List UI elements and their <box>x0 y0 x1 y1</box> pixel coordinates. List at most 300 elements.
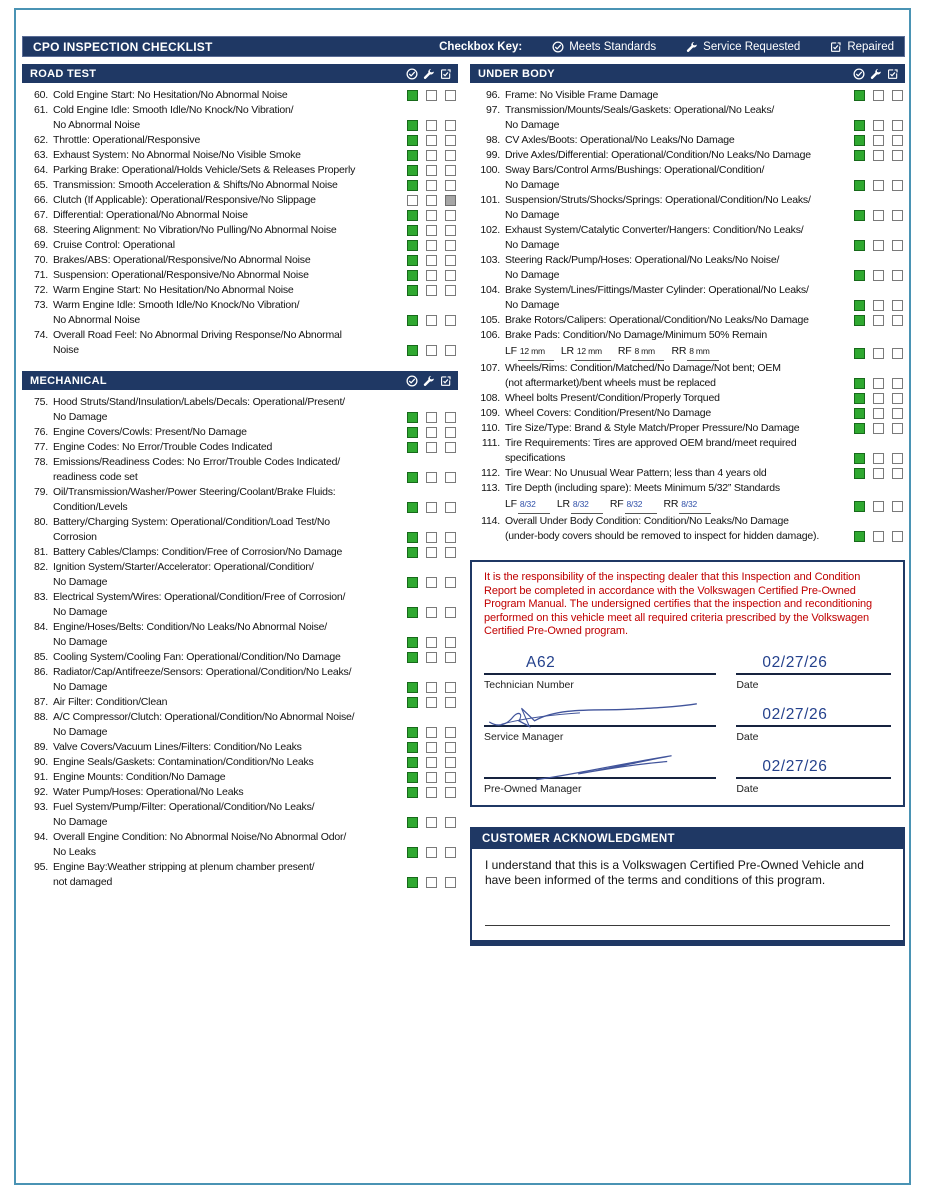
checkbox-meets-standards[interactable] <box>407 697 418 708</box>
item-number: 70. <box>34 254 48 266</box>
section-under-body <box>470 64 905 544</box>
checkbox-meets-standards[interactable] <box>854 348 865 359</box>
checklist-item-102 <box>470 223 905 253</box>
checkbox-service-requested[interactable] <box>426 225 437 236</box>
checkbox-meets-standards[interactable] <box>407 682 418 693</box>
checklist-item-97 <box>470 103 905 133</box>
checkbox-service-requested[interactable] <box>873 423 884 434</box>
checklist-item-104 <box>470 283 905 313</box>
checkbox-repaired[interactable] <box>892 240 903 251</box>
item-number: 62. <box>34 134 48 146</box>
checkbox-meets-standards[interactable] <box>407 210 418 221</box>
checkbox-meets-standards[interactable] <box>407 285 418 296</box>
checkbox-service-requested[interactable] <box>426 652 437 663</box>
measurement-label-RR: RR <box>671 345 687 357</box>
checkbox-service-requested[interactable] <box>426 315 437 326</box>
measurement-value-RR[interactable]: 8/32 <box>679 497 711 514</box>
checkbox-service-requested[interactable] <box>873 348 884 359</box>
checkbox-repaired[interactable] <box>892 468 903 479</box>
measurement-label-LF: LF <box>505 345 517 357</box>
checkbox-repaired[interactable] <box>445 742 456 753</box>
checkbox-repaired[interactable] <box>892 393 903 404</box>
item-text: Electrical System/Wires: Operational/Condition/Free of Corrosion/ No Damage <box>53 591 346 618</box>
left-column <box>22 64 458 890</box>
item-checkboxes <box>854 315 903 326</box>
checklist-item-99 <box>470 148 905 163</box>
checkbox-repaired[interactable] <box>892 348 903 359</box>
checkbox-repaired[interactable] <box>445 285 456 296</box>
checkbox-service-requested[interactable] <box>873 408 884 419</box>
checkbox-meets-standards[interactable] <box>407 427 418 438</box>
checkbox-repaired[interactable] <box>445 577 456 588</box>
item-checkboxes <box>854 300 903 311</box>
checkbox-meets-standards[interactable] <box>407 472 418 483</box>
checklist-item-98 <box>470 133 905 148</box>
checklist-item-105 <box>470 313 905 328</box>
checkbox-meets-standards[interactable] <box>854 240 865 251</box>
item-checkboxes <box>407 135 456 146</box>
checkbox-service-requested[interactable] <box>426 442 437 453</box>
measurement-value-RF[interactable]: 8 mm <box>632 344 664 361</box>
checkbox-repaired[interactable] <box>892 300 903 311</box>
checkbox-meets-standards[interactable] <box>407 817 418 828</box>
checkbox-service-requested[interactable] <box>426 180 437 191</box>
checkbox-repaired[interactable] <box>445 502 456 513</box>
legend-label: Meets Standards <box>569 40 657 53</box>
item-checkboxes <box>854 423 903 434</box>
checkbox-service-requested[interactable] <box>426 547 437 558</box>
checkbox-repaired[interactable] <box>445 772 456 783</box>
checkbox-meets-standards[interactable] <box>854 180 865 191</box>
item-number: 87. <box>34 696 48 708</box>
checkbox-repaired[interactable] <box>445 757 456 768</box>
checkbox-meets-standards[interactable] <box>854 468 865 479</box>
item-checkboxes <box>407 817 456 828</box>
checkbox-repaired[interactable] <box>445 90 456 101</box>
checkbox-meets-standards[interactable] <box>407 772 418 783</box>
checkbox-meets-standards[interactable] <box>854 135 865 146</box>
checkbox-meets-standards[interactable] <box>407 315 418 326</box>
checkbox-repaired[interactable] <box>445 472 456 483</box>
checkbox-meets-standards[interactable] <box>407 442 418 453</box>
item-text: Tire Wear: No Unusual Wear Pattern; less than 4 years old <box>505 467 767 479</box>
item-number: 71. <box>34 269 48 281</box>
item-checkboxes <box>407 150 456 161</box>
checkbox-repaired[interactable] <box>892 453 903 464</box>
checkbox-meets-standards[interactable] <box>854 315 865 326</box>
checkbox-service-requested[interactable] <box>426 472 437 483</box>
item-text: Emissions/Readiness Codes: No Error/Trouble Codes Indicated/ readiness code set <box>53 456 340 483</box>
checkbox-meets-standards[interactable] <box>854 408 865 419</box>
checkbox-meets-standards[interactable] <box>407 240 418 251</box>
measurement-value-LR[interactable]: 12 mm <box>575 344 611 361</box>
checkbox-meets-standards[interactable] <box>407 345 418 356</box>
checkbox-service-requested[interactable] <box>426 697 437 708</box>
item-text: Clutch (If Applicable): Operational/Responsive/No Slippage <box>53 194 316 206</box>
checkbox-repaired[interactable] <box>892 90 903 101</box>
item-text: Frame: No Visible Frame Damage <box>505 89 659 101</box>
certification-disclaimer: It is the responsibility of the inspecting dealer that this Inspection and Condition Report be completed in accordance with the Volkswagen Certified Pre-Owned Program Manual. The undersigned certifies that the inspection and reconditioning performed on this vehicle meet all required criteria prescribed by the Volkswagen Certified Pre-Owned program. <box>484 571 873 637</box>
checkbox-service-requested[interactable] <box>873 315 884 326</box>
item-checkboxes <box>407 442 456 453</box>
item-number: 80. <box>34 516 48 528</box>
item-number: 108. <box>480 392 500 404</box>
checkbox-meets-standards[interactable] <box>854 90 865 101</box>
checkbox-meets-standards[interactable] <box>407 607 418 618</box>
checkbox-repaired[interactable] <box>892 180 903 191</box>
checkbox-repaired[interactable] <box>445 877 456 888</box>
checkbox-repaired[interactable] <box>445 697 456 708</box>
checkbox-meets-standards[interactable] <box>407 652 418 663</box>
checkbox-meets-standards[interactable] <box>854 531 865 542</box>
item-number: 64. <box>34 164 48 176</box>
item-number: 107. <box>480 362 500 374</box>
item-checkboxes <box>407 877 456 888</box>
checklist-item-62 <box>22 133 458 148</box>
item-checkboxes <box>407 240 456 251</box>
item-number: 60. <box>34 89 48 101</box>
pre-owned-manager-signature-field[interactable] <box>484 756 716 779</box>
item-checkboxes <box>854 180 903 191</box>
checkbox-service-requested[interactable] <box>873 150 884 161</box>
item-text: Suspension/Struts/Shocks/Springs: Operational/Condition/No Leaks/ No Damage <box>505 194 811 221</box>
item-number: 75. <box>34 396 48 408</box>
checkbox-service-requested[interactable] <box>426 817 437 828</box>
checkbox-service-requested[interactable] <box>873 501 884 512</box>
item-text: Wheel bolts Present/Condition/Properly Torqued <box>505 392 720 404</box>
checkbox-meets-standards[interactable] <box>854 300 865 311</box>
checkbox-repaired[interactable] <box>445 547 456 558</box>
item-text: Sway Bars/Control Arms/Bushings: Operational/Condition/ No Damage <box>505 164 765 191</box>
measurement-label-LF: LF <box>505 498 517 510</box>
checklist-item-70 <box>22 253 458 268</box>
checkbox-repaired[interactable] <box>445 225 456 236</box>
checkbox-service-requested[interactable] <box>873 240 884 251</box>
item-number: 106. <box>480 329 500 341</box>
service-manager-date-field[interactable] <box>736 704 891 727</box>
item-text: Overall Road Feel: No Abnormal Driving Response/No Abnormal Noise <box>53 329 342 356</box>
item-checkboxes <box>407 757 456 768</box>
checkbox-repaired[interactable] <box>445 652 456 663</box>
item-checkboxes <box>407 697 456 708</box>
checkbox-service-requested[interactable] <box>426 427 437 438</box>
item-number: 72. <box>34 284 48 296</box>
under-body-header <box>470 64 905 83</box>
checkbox-service-requested[interactable] <box>426 285 437 296</box>
checkbox-service-requested[interactable] <box>426 120 437 131</box>
checklist-item-82 <box>22 560 458 590</box>
checkbox-repaired[interactable] <box>445 165 456 176</box>
checkbox-repaired[interactable] <box>892 150 903 161</box>
checklist-item-114 <box>470 514 905 544</box>
item-number: 78. <box>34 456 48 468</box>
checkbox-service-requested[interactable] <box>426 150 437 161</box>
checkbox-repaired[interactable] <box>892 501 903 512</box>
checkbox-repaired[interactable] <box>892 531 903 542</box>
checkbox-meets-standards[interactable] <box>854 453 865 464</box>
checklist-item-89 <box>22 740 458 755</box>
checkbox-repaired[interactable] <box>445 787 456 798</box>
checkbox-repaired[interactable] <box>445 180 456 191</box>
item-text: Steering Alignment: No Vibration/No Pulling/No Abnormal Noise <box>53 224 337 236</box>
checkbox-service-requested[interactable] <box>873 300 884 311</box>
section-title: MECHANICAL <box>30 374 107 387</box>
item-number: 99. <box>486 149 500 161</box>
checkbox-service-requested[interactable] <box>426 90 437 101</box>
checkbox-service-requested[interactable] <box>426 877 437 888</box>
checkbox-service-requested[interactable] <box>426 255 437 266</box>
checkbox-repaired[interactable] <box>445 315 456 326</box>
checkbox-repaired[interactable] <box>445 607 456 618</box>
checkbox-service-requested[interactable] <box>873 180 884 191</box>
checklist-item-110 <box>470 421 905 436</box>
item-checkboxes <box>407 502 456 513</box>
checkbox-key-legend <box>552 41 894 53</box>
checkbox-repaired[interactable] <box>445 442 456 453</box>
item-number: 110. <box>481 422 500 434</box>
measurement-value-LR[interactable]: 8/32 <box>571 497 603 514</box>
checkbox-meets-standards[interactable] <box>407 255 418 266</box>
checkbox-meets-standards[interactable] <box>407 412 418 423</box>
checklist-item-91 <box>22 770 458 785</box>
checkbox-meets-standards[interactable] <box>854 120 865 131</box>
item-checkboxes <box>407 787 456 798</box>
item-checkboxes <box>407 427 456 438</box>
checkbox-service-requested[interactable] <box>426 577 437 588</box>
item-number: 100. <box>480 164 500 176</box>
item-number: 73. <box>34 299 48 311</box>
clipboard-check-icon <box>887 68 899 80</box>
item-text: Suspension: Operational/Responsive/No Abnormal Noise <box>53 269 309 281</box>
item-checkboxes <box>854 210 903 221</box>
checklist-item-81 <box>22 545 458 560</box>
measurement-value-LF[interactable]: 12 mm <box>518 344 554 361</box>
checkbox-meets-standards[interactable] <box>854 378 865 389</box>
checkbox-meets-standards[interactable] <box>854 150 865 161</box>
customer-acknowledgment-box <box>470 827 905 946</box>
checkbox-meets-standards[interactable] <box>407 547 418 558</box>
checkbox-repaired[interactable] <box>892 423 903 434</box>
item-checkboxes <box>854 531 903 542</box>
item-text: Cold Engine Start: No Hesitation/No Abnormal Noise <box>53 89 288 101</box>
checkbox-repaired[interactable] <box>445 637 456 648</box>
checkbox-meets-standards[interactable] <box>407 787 418 798</box>
item-number: 111. <box>481 437 500 449</box>
checklist-item-101 <box>470 193 905 223</box>
checkbox-meets-standards[interactable] <box>407 847 418 858</box>
checkbox-service-requested[interactable] <box>873 378 884 389</box>
checkbox-repaired[interactable] <box>445 270 456 281</box>
checklist-item-68 <box>22 223 458 238</box>
checkbox-repaired[interactable] <box>445 412 456 423</box>
item-text: Engine Covers/Cowls: Present/No Damage <box>53 426 247 438</box>
checkbox-key-label: Checkbox Key: <box>439 40 523 53</box>
checkbox-repaired[interactable] <box>892 135 903 146</box>
customer-signature-line[interactable] <box>485 925 890 926</box>
checkbox-service-requested[interactable] <box>873 90 884 101</box>
checkbox-service-requested[interactable] <box>426 412 437 423</box>
item-checkboxes <box>407 652 456 663</box>
checkbox-meets-standards[interactable] <box>407 135 418 146</box>
checkbox-service-requested[interactable] <box>426 772 437 783</box>
checkbox-service-requested[interactable] <box>426 195 437 206</box>
item-checkboxes <box>854 240 903 251</box>
item-number: 92. <box>34 786 48 798</box>
checkbox-repaired[interactable] <box>892 210 903 221</box>
checkbox-service-requested[interactable] <box>426 345 437 356</box>
checkbox-repaired[interactable] <box>445 240 456 251</box>
checkbox-repaired[interactable] <box>445 255 456 266</box>
checkbox-meets-standards[interactable] <box>407 195 418 206</box>
checkbox-meets-standards[interactable] <box>407 502 418 513</box>
item-text: Battery/Charging System: Operational/Condition/Load Test/No Corrosion <box>53 516 330 543</box>
checkbox-meets-standards[interactable] <box>407 225 418 236</box>
checkbox-service-requested[interactable] <box>426 502 437 513</box>
wrench-icon <box>870 68 882 80</box>
checkbox-service-requested[interactable] <box>426 240 437 251</box>
technician-date-label: Date <box>736 678 759 691</box>
checkbox-service-requested[interactable] <box>426 135 437 146</box>
item-text: Tire Requirements: Tires are approved OEM brand/meet required specifications <box>505 437 797 464</box>
checkbox-service-requested[interactable] <box>873 210 884 221</box>
checkbox-service-requested[interactable] <box>426 532 437 543</box>
checkbox-meets-standards[interactable] <box>407 532 418 543</box>
checkbox-meets-standards[interactable] <box>407 120 418 131</box>
checkbox-repaired[interactable] <box>445 135 456 146</box>
technician-number-field[interactable] <box>484 652 716 675</box>
checkbox-meets-standards[interactable] <box>407 727 418 738</box>
checkbox-repaired[interactable] <box>892 408 903 419</box>
check-circle-icon <box>552 41 564 53</box>
checkbox-repaired[interactable] <box>445 847 456 858</box>
checkbox-repaired[interactable] <box>445 210 456 221</box>
service-manager-signature-field[interactable] <box>484 704 716 727</box>
checkbox-repaired[interactable] <box>445 817 456 828</box>
checkbox-service-requested[interactable] <box>873 393 884 404</box>
item-number: 88. <box>34 711 48 723</box>
checkbox-repaired[interactable] <box>892 315 903 326</box>
checklist-item-109 <box>470 406 905 421</box>
item-number: 74. <box>34 329 48 341</box>
checklist-item-63 <box>22 148 458 163</box>
item-text: Battery Cables/Clamps: Condition/Free of Corrosion/No Damage <box>53 546 343 558</box>
item-checkboxes <box>854 270 903 281</box>
checklist-item-84 <box>22 620 458 650</box>
checkbox-meets-standards[interactable] <box>854 393 865 404</box>
item-text: Radiator/Cap/Antifreeze/Sensors: Operational/Condition/No Leaks/ No Damage <box>53 666 352 693</box>
checklist-item-85 <box>22 650 458 665</box>
legend-meets-standards <box>552 41 656 53</box>
measurement-label-LR: LR <box>556 498 570 510</box>
checkbox-meets-standards[interactable] <box>407 577 418 588</box>
section-title: ROAD TEST <box>30 67 97 80</box>
checkbox-meets-standards[interactable] <box>854 270 865 281</box>
checkbox-meets-standards[interactable] <box>407 165 418 176</box>
checkbox-meets-standards[interactable] <box>407 757 418 768</box>
section-mechanical <box>22 371 458 890</box>
measurement-value-LF[interactable]: 8/32 <box>518 497 550 514</box>
item-checkboxes <box>854 135 903 146</box>
checkbox-repaired[interactable] <box>892 378 903 389</box>
measurement-value-RF[interactable]: 8/32 <box>625 497 657 514</box>
checkbox-service-requested[interactable] <box>873 531 884 542</box>
checklist-item-83 <box>22 590 458 620</box>
checkbox-meets-standards[interactable] <box>407 877 418 888</box>
item-text: Warm Engine Start: No Hesitation/No Abnormal Noise <box>53 284 294 296</box>
checkbox-service-requested[interactable] <box>426 607 437 618</box>
item-text: Drive Axles/Differential: Operational/Condition/No Leaks/No Damage <box>505 149 811 161</box>
checkbox-service-requested[interactable] <box>426 165 437 176</box>
measurements <box>505 497 850 514</box>
item-number: 97. <box>486 104 500 116</box>
checkbox-repaired[interactable] <box>892 120 903 131</box>
checkbox-repaired[interactable] <box>445 682 456 693</box>
wrench-icon <box>423 68 435 80</box>
pre-owned-manager-date-field[interactable] <box>736 756 891 779</box>
checkbox-service-requested[interactable] <box>426 727 437 738</box>
item-text: Cooling System/Cooling Fan: Operational/Condition/No Damage <box>53 651 341 663</box>
checkbox-meets-standards[interactable] <box>407 90 418 101</box>
checkbox-repaired[interactable] <box>445 150 456 161</box>
service-manager-label: Service Manager <box>484 730 564 743</box>
technician-date-value: 02/27/26 <box>762 653 828 671</box>
checkbox-service-requested[interactable] <box>426 210 437 221</box>
item-checkboxes <box>854 453 903 464</box>
clipboard-check-icon <box>830 41 842 53</box>
checkbox-repaired[interactable] <box>445 195 456 206</box>
checkbox-meets-standards[interactable] <box>854 501 865 512</box>
checkbox-meets-standards[interactable] <box>407 637 418 648</box>
checkbox-meets-standards[interactable] <box>854 423 865 434</box>
checkbox-meets-standards[interactable] <box>407 180 418 191</box>
checkbox-service-requested[interactable] <box>873 135 884 146</box>
checkbox-service-requested[interactable] <box>426 682 437 693</box>
item-text: Differential: Operational/No Abnormal Noise <box>53 209 248 221</box>
checkbox-repaired[interactable] <box>445 427 456 438</box>
checkbox-meets-standards[interactable] <box>407 270 418 281</box>
checkbox-service-requested[interactable] <box>873 453 884 464</box>
checkbox-service-requested[interactable] <box>426 757 437 768</box>
checkbox-service-requested[interactable] <box>426 847 437 858</box>
checkbox-service-requested[interactable] <box>873 270 884 281</box>
checkbox-service-requested[interactable] <box>426 742 437 753</box>
checkbox-service-requested[interactable] <box>426 637 437 648</box>
checkbox-service-requested[interactable] <box>873 468 884 479</box>
checkbox-service-requested[interactable] <box>426 787 437 798</box>
checkbox-service-requested[interactable] <box>873 120 884 131</box>
item-checkboxes <box>407 90 456 101</box>
checkbox-repaired[interactable] <box>445 120 456 131</box>
measurement-value-RR[interactable]: 8 mm <box>687 344 719 361</box>
item-number: 83. <box>34 591 48 603</box>
wrench-icon <box>686 41 698 53</box>
checkbox-repaired[interactable] <box>892 270 903 281</box>
checkbox-repaired[interactable] <box>445 727 456 738</box>
checkbox-repaired[interactable] <box>445 345 456 356</box>
technician-date-field[interactable] <box>736 652 891 675</box>
checklist-item-113 <box>470 481 905 514</box>
checklist-item-75 <box>22 395 458 425</box>
checkbox-meets-standards[interactable] <box>407 742 418 753</box>
item-checkboxes <box>407 285 456 296</box>
header-bar <box>22 36 905 57</box>
checkbox-service-requested[interactable] <box>426 270 437 281</box>
checkbox-repaired[interactable] <box>445 532 456 543</box>
checklist-item-74 <box>22 328 458 358</box>
checkbox-meets-standards[interactable] <box>407 150 418 161</box>
item-checkboxes <box>854 393 903 404</box>
checkbox-meets-standards[interactable] <box>854 210 865 221</box>
